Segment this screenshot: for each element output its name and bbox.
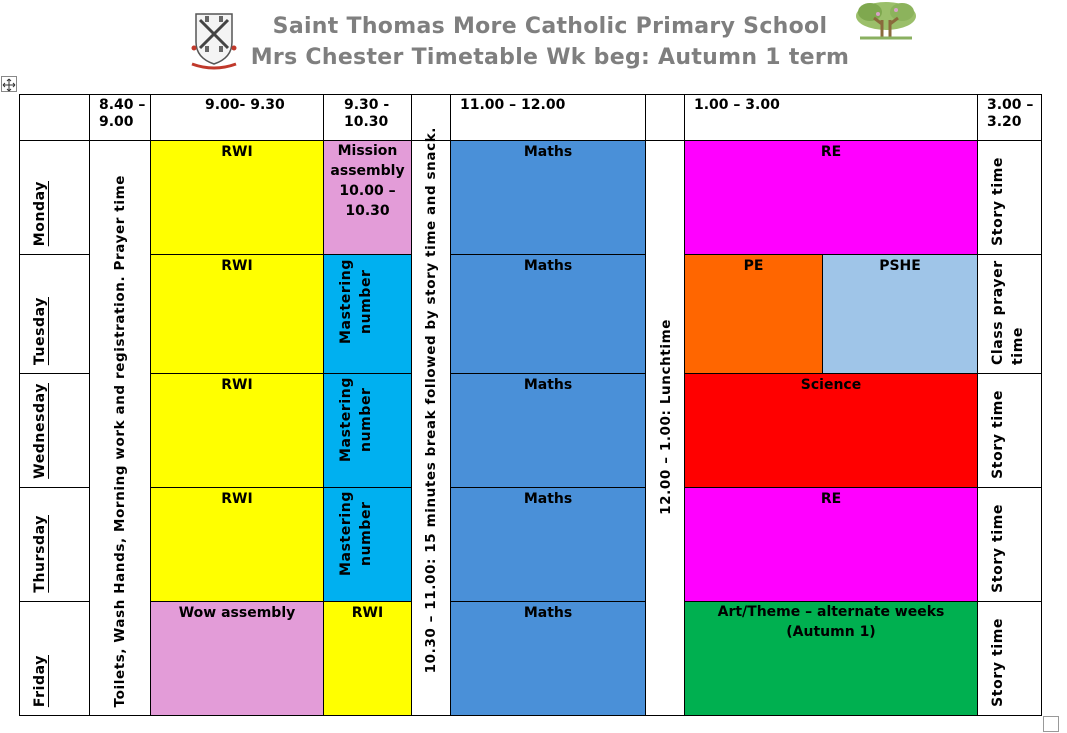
lunch-span: 12.00 – 1.00: Lunchtime: [645, 140, 685, 716]
col-header-900: 9.00- 9.30: [150, 94, 324, 141]
wed-mastering-number: Mastering number: [323, 373, 412, 488]
fri-story-time: Story time: [977, 601, 1042, 716]
fri-art-theme: Art/Theme – alternate weeks (Autumn 1): [684, 601, 978, 716]
thu-mastering-number: Mastering number: [323, 487, 412, 602]
document-header: [0, 0, 1067, 90]
tue-pe: PE: [684, 254, 823, 374]
mon-mission-assembly: Mission assembly 10.00 – 10.30: [323, 140, 412, 255]
wed-rwi: RWI: [150, 373, 324, 488]
tue-rwi: RWI: [150, 254, 324, 374]
day-wednesday: Wednesday: [19, 373, 90, 488]
day-thursday: Thursday: [19, 487, 90, 602]
day-tuesday: Tuesday: [19, 254, 90, 374]
thu-rwi: RWI: [150, 487, 324, 602]
mon-rwi: RWI: [150, 140, 324, 255]
tue-class-prayer-time: Class prayer time: [977, 254, 1042, 374]
fri-maths: Maths: [450, 601, 646, 716]
thu-story-time: Story time: [977, 487, 1042, 602]
thu-maths: Maths: [450, 487, 646, 602]
day-friday: Friday: [19, 601, 90, 716]
day-monday: Monday: [19, 140, 90, 255]
col-header-930: 9.30 - 10.30: [323, 94, 412, 141]
col-header-840: 8.40 – 9.00: [89, 94, 151, 141]
mon-maths: Maths: [450, 140, 646, 255]
tue-mastering-number: Mastering number: [323, 254, 412, 374]
morning-routine-span: Toilets, Wash Hands, Morning work and registration. Prayer time: [89, 140, 151, 716]
school-crest-icon: [190, 8, 238, 70]
page-corner-marker: [1043, 716, 1059, 732]
col-header-300: 3.00 – 3.20: [977, 94, 1042, 141]
tue-maths: Maths: [450, 254, 646, 374]
tue-pshe: PSHE: [822, 254, 978, 374]
col-header-1100: 11.00 – 12.00: [450, 94, 646, 141]
timetable-title: Mrs Chester Timetable Wk beg: Autumn 1 term: [250, 45, 850, 70]
break-span: 10.30 – 11.00: 15 minutes break followed by story time and snack.: [411, 140, 451, 716]
timetable-table: [19, 94, 1042, 716]
thu-re: RE: [684, 487, 978, 602]
mon-story-time: Story time: [977, 140, 1042, 255]
col-header-100: 1.00 – 3.00: [684, 94, 978, 141]
wed-story-time: Story time: [977, 373, 1042, 488]
table-move-handle-icon[interactable]: [1, 76, 17, 92]
mon-re: RE: [684, 140, 978, 255]
corner-cell: [19, 94, 90, 141]
col-header-lunch: [645, 94, 685, 141]
tree-logo-icon: [852, 0, 920, 42]
wed-science: Science: [684, 373, 978, 488]
wed-maths: Maths: [450, 373, 646, 488]
fri-wow-assembly: Wow assembly: [150, 601, 324, 716]
fri-rwi: RWI: [323, 601, 412, 716]
school-name: Saint Thomas More Catholic Primary School: [272, 14, 828, 39]
